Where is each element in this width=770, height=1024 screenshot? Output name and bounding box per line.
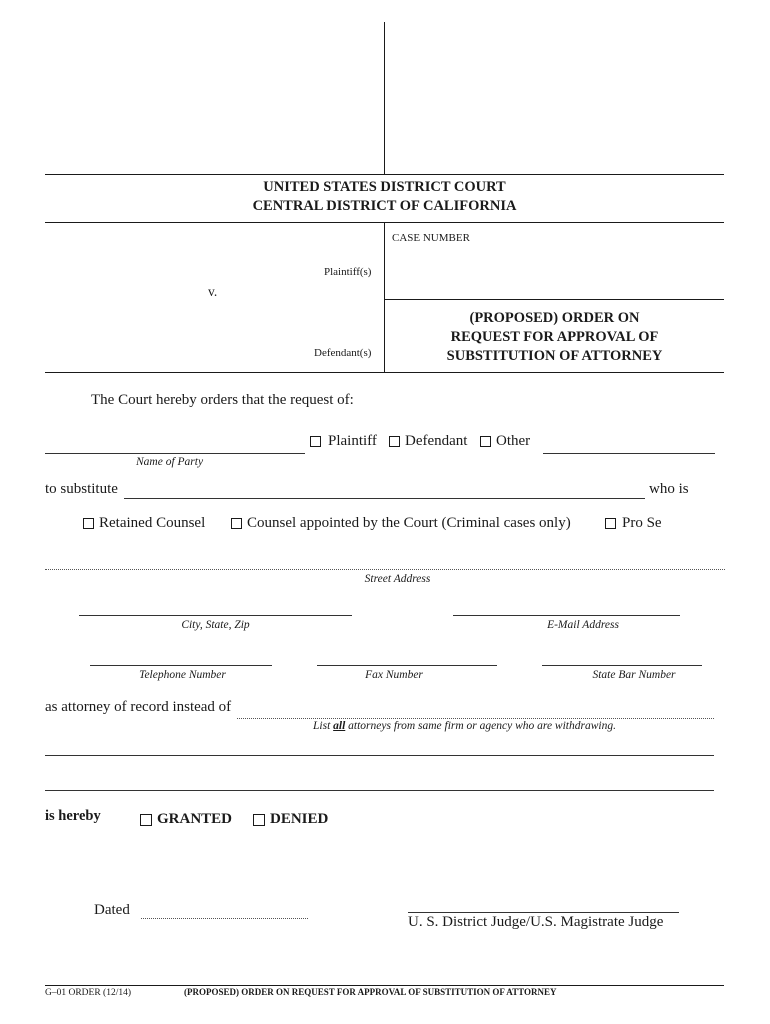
caption-bottom-rule — [45, 372, 724, 373]
name-of-party-field[interactable] — [45, 453, 305, 454]
party-defendant-option[interactable] — [389, 433, 467, 450]
top-vertical-rule — [384, 22, 385, 174]
to-substitute-label: to substitute — [45, 481, 118, 497]
denied-label: DENIED — [270, 811, 329, 827]
email-field[interactable] — [453, 615, 680, 616]
other-option-label: Other — [496, 433, 531, 449]
court-district: CENTRAL DISTRICT OF CALIFORNIA — [252, 198, 517, 214]
court-name: UNITED STATES DISTRICT COURT — [263, 179, 506, 195]
judge-label: U. S. District Judge/U.S. Magistrate Judge — [408, 914, 664, 930]
party-other-option[interactable] — [480, 433, 530, 450]
additional-attorneys-line-1[interactable] — [45, 755, 714, 756]
other-party-field[interactable] — [543, 453, 715, 454]
granted-label: GRANTED — [157, 811, 233, 827]
additional-attorneys-line-2[interactable] — [45, 790, 714, 791]
order-title-line3: SUBSTITUTION OF ATTORNEY — [446, 348, 663, 364]
withdrawing-attorneys-note — [313, 720, 616, 732]
city-state-zip-field[interactable] — [79, 615, 352, 616]
telephone-field[interactable] — [90, 665, 272, 666]
case-number-label: CASE NUMBER — [392, 232, 470, 244]
plaintiff-option-label: Plaintiff — [328, 433, 377, 449]
caption-horizontal-rule — [384, 299, 724, 300]
versus-label: v. — [208, 284, 218, 299]
pro-se-option[interactable] — [605, 515, 662, 532]
date-field[interactable] — [141, 918, 308, 919]
is-hereby-label: is hereby — [45, 808, 101, 824]
retained-counsel-option[interactable] — [83, 515, 205, 532]
telephone-label: Telephone Number — [139, 669, 226, 681]
defendant-option-label: Defendant — [405, 433, 468, 449]
substitute-attorney-field[interactable] — [124, 498, 645, 499]
withdrawing-attorneys-field[interactable] — [237, 718, 714, 719]
judge-signature-line[interactable] — [408, 912, 679, 913]
list-note-suffix: attorneys from same firm or agency who are withdrawing. — [348, 720, 616, 732]
dated-label: Dated — [94, 902, 130, 918]
order-title-line1: (PROPOSED) ORDER ON — [469, 310, 640, 326]
list-note-emphasis: all — [333, 720, 346, 732]
court-appointed-checkbox[interactable] — [231, 518, 242, 529]
state-bar-field[interactable] — [542, 665, 702, 666]
retained-counsel-label: Retained Counsel — [99, 515, 206, 531]
footer-form-title: (PROPOSED) ORDER ON REQUEST FOR APPROVAL OF SUBSTITUTION OF ATTORNEY — [184, 987, 557, 997]
fax-field[interactable] — [317, 665, 497, 666]
granted-option[interactable] — [140, 811, 232, 828]
intro-text: The Court hereby orders that the request of: — [91, 392, 354, 408]
denied-option[interactable] — [253, 811, 328, 828]
attorney-of-record-label: as attorney of record instead of — [45, 699, 232, 715]
court-header-top-rule — [45, 174, 724, 175]
footer-rule — [45, 985, 724, 986]
email-label: E-Mail Address — [547, 619, 619, 631]
pro-se-checkbox[interactable] — [605, 518, 616, 529]
plaintiff-checkbox[interactable] — [310, 436, 321, 447]
party-plaintiff-option[interactable] — [310, 433, 377, 450]
form-id: G–01 ORDER (12/14) — [45, 988, 132, 998]
state-bar-label: State Bar Number — [592, 669, 676, 681]
name-of-party-label: Name of Party — [136, 456, 204, 468]
order-title-line2: REQUEST FOR APPROVAL OF — [450, 329, 659, 345]
plaintiffs-label: Plaintiff(s) — [324, 266, 372, 278]
retained-counsel-checkbox[interactable] — [83, 518, 94, 529]
fax-label: Fax Number — [365, 669, 423, 681]
court-appointed-label: Counsel appointed by the Court (Criminal cases only) — [247, 515, 571, 531]
defendants-label: Defendant(s) — [314, 347, 372, 359]
street-address-label: Street Address — [364, 573, 431, 585]
other-checkbox[interactable] — [480, 436, 491, 447]
street-address-field[interactable] — [45, 569, 725, 570]
court-appointed-option[interactable] — [231, 515, 571, 532]
defendant-checkbox[interactable] — [389, 436, 400, 447]
list-note-prefix: List — [313, 720, 331, 732]
pro-se-label: Pro Se — [622, 515, 662, 531]
granted-checkbox[interactable] — [140, 814, 152, 826]
denied-checkbox[interactable] — [253, 814, 265, 826]
city-state-zip-label: City, State, Zip — [181, 619, 250, 631]
who-is-label: who is — [649, 481, 689, 497]
